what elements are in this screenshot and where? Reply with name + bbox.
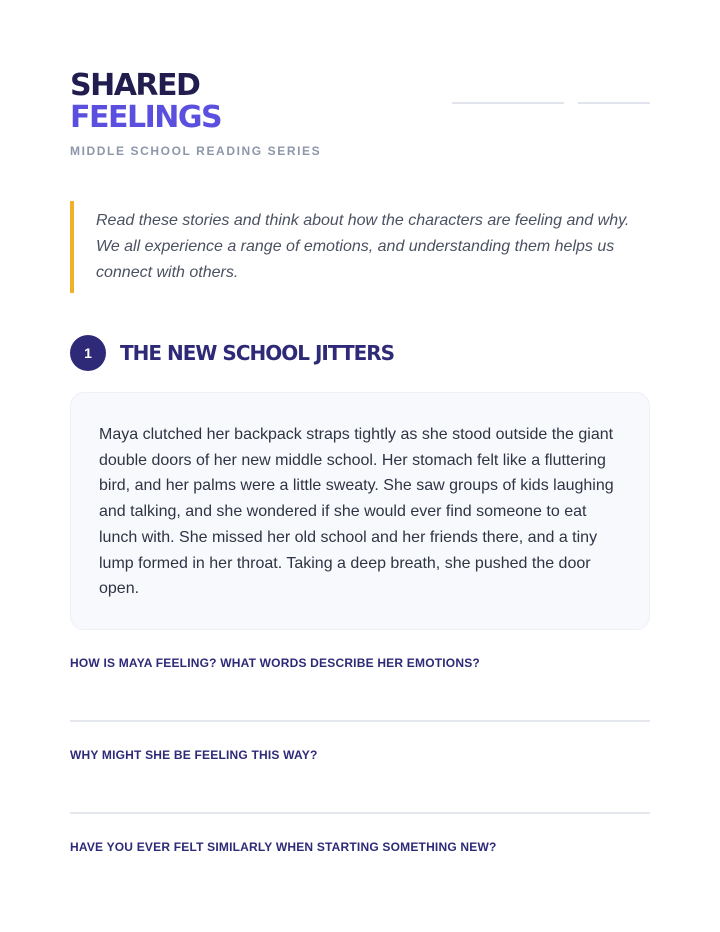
story-text: Maya clutched her backpack straps tightly as she stood outside the giant double doors of her new middle school. Her stomach felt like a fluttering bird, and her palms were a little sweaty. She saw groups of kids laughing and talking, and she wondered if she would ever find someone to eat lunch with. She missed her old school and her friends there, and a tiny lump formed in her throat. Taking a deep breath, she pushed the door open. (99, 426, 614, 598)
section-number-badge: 1 (70, 335, 106, 371)
answer-line[interactable] (70, 720, 650, 722)
section-title: THE NEW SCHOOL JITTERS (120, 341, 395, 365)
series-subtitle: MIDDLE SCHOOL READING SERIES (70, 144, 322, 158)
question-label: HAVE YOU EVER FELT SIMILARLY WHEN STARTING SOMETHING NEW? (70, 840, 497, 854)
question-3 (70, 840, 650, 854)
name-date-lines (452, 102, 650, 104)
question-1 (70, 656, 650, 670)
question-2 (70, 748, 650, 762)
question-label: WHY MIGHT SHE BE FEELING THIS WAY? (70, 748, 318, 762)
answer-line[interactable] (70, 812, 650, 814)
question-label: HOW IS MAYA FEELING? WHAT WORDS DESCRIBE HER EMOTIONS? (70, 656, 480, 670)
story-card (70, 392, 650, 630)
date-write-line[interactable] (578, 102, 650, 104)
name-write-line[interactable] (452, 102, 564, 104)
title-line-shared: SHARED (70, 68, 200, 103)
title-line-feelings: FEELINGS (70, 100, 222, 135)
section-heading (70, 335, 394, 371)
intro-callout (70, 201, 650, 293)
worksheet-header (70, 70, 650, 158)
intro-text: Read these stories and think about how the characters are feeling and why. We all experience a range of emotions, and understanding them helps us connect with others. (96, 212, 630, 281)
